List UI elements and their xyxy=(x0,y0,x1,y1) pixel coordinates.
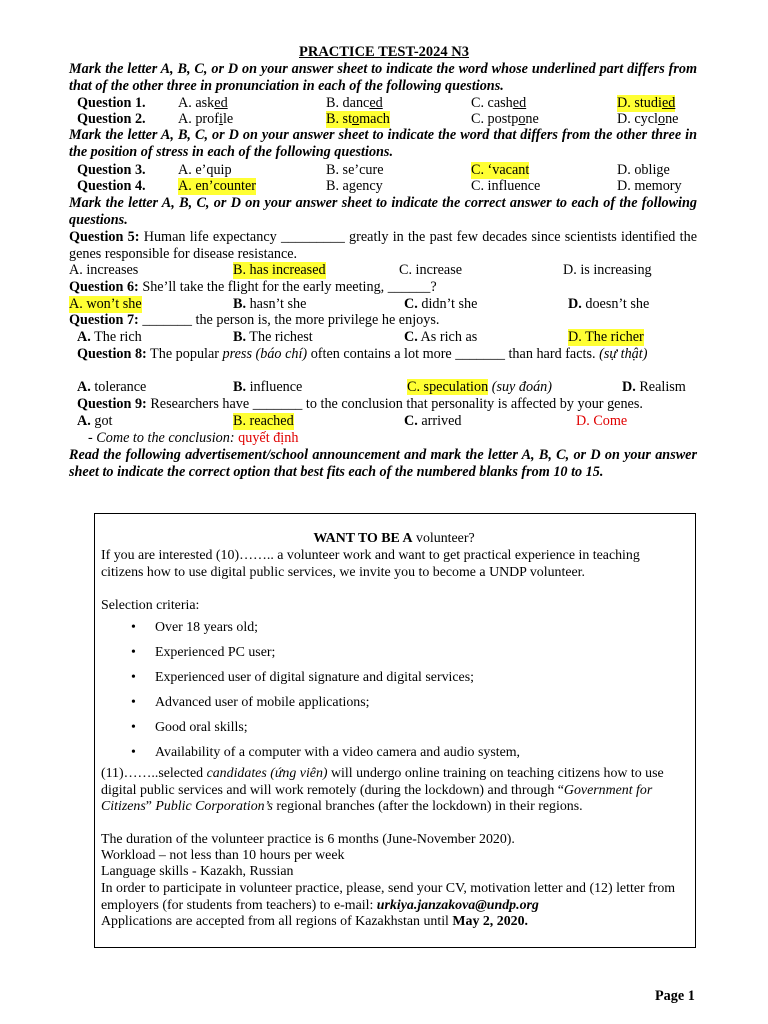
option-b: B. se’cure xyxy=(326,162,384,178)
option-b-answer: B. reached xyxy=(233,413,294,429)
ad-training-paragraph: (11)……..selected candidates (ứng viên) will undergo online training on teaching citizens how to use digital public services and will work remotely (during the lockdown) and through “Government for Citizens” Public Corporation’s regional branches (after the lockdown) in their regions. xyxy=(101,766,664,815)
ad-heading: WANT TO BE A volunteer? xyxy=(313,531,475,546)
criteria-item: • Experienced user of digital signature and digital services; xyxy=(131,670,474,685)
option-d-answer: D. studied xyxy=(617,95,676,111)
instruction-pronunciation: Mark the letter A, B, C, or D on your answer sheet to indicate the word whose underlined part differs from that of the other three in pronunciation in each of the following questions. xyxy=(69,61,697,94)
option-b: B. agency xyxy=(326,178,383,194)
question-9-stem: Question 9: Researchers have _______ to the conclusion that personality is affected by your genes. xyxy=(77,396,643,412)
criteria-item: • Good oral skills; xyxy=(131,720,248,735)
question-label: Question 3. xyxy=(77,162,146,178)
ad-application-paragraph: In order to participate in volunteer practice, please, send your CV, motivation letter and (12) letter from employers (for students from teachers) to e-mail: urkiya.janzakova@undp.org xyxy=(101,881,676,913)
question-8-options xyxy=(77,379,697,396)
question-5-options xyxy=(69,262,697,279)
question-5-stem: Question 5: Human life expectancy _________ greatly in the past few decades since scientists identified the genes responsible for disease resistance. xyxy=(69,229,697,262)
question-7-options xyxy=(77,329,697,346)
question-9-options xyxy=(77,413,697,430)
ad-workload: Workload – not less than 10 hours per week xyxy=(101,848,345,863)
option-a: A. tolerance xyxy=(77,379,147,395)
question-6-stem: Question 6: She’ll take the flight for the early meeting, ______? xyxy=(69,279,437,295)
option-a: A. The rich xyxy=(77,329,142,345)
option-a: A. asked xyxy=(178,95,228,111)
option-a: A. got xyxy=(77,413,113,429)
option-d: D. Realism xyxy=(622,379,686,395)
option-d: D. cyclone xyxy=(617,111,679,127)
option-a: A. increases xyxy=(69,262,139,278)
ad-language: Language skills - Kazakh, Russian xyxy=(101,864,294,879)
instruction-stress: Mark the letter A, B, C, or D on your answer sheet to indicate the word that differs from the other three in the position of stress in each of the following questions. xyxy=(69,127,697,160)
option-a-answer: A. en’counter xyxy=(178,178,256,194)
option-c: C. influence xyxy=(471,178,541,194)
option-a-answer: A. won’t she xyxy=(69,296,142,312)
page-title: PRACTICE TEST-2024 N3 xyxy=(298,44,469,60)
question-3 xyxy=(77,162,697,179)
criteria-item: • Experienced PC user; xyxy=(131,645,276,660)
criteria-item: • Advanced user of mobile applications; xyxy=(131,695,370,710)
option-b: B. danced xyxy=(326,95,383,111)
option-d: D. is increasing xyxy=(563,262,652,278)
instruction-correct-answer: Mark the letter A, B, C, or D on your answer sheet to indicate the correct answer to each of the following questions. xyxy=(69,195,697,228)
question-label: Question 1. xyxy=(77,95,146,111)
option-c: C. postpone xyxy=(471,111,539,127)
question-label: Question 2. xyxy=(77,111,146,127)
option-d-answer: D. The richer xyxy=(568,329,644,345)
criteria-item: • Availability of a computer with a video camera and audio system, xyxy=(131,745,521,760)
option-c-answer: C. ‘vacant xyxy=(471,162,530,178)
ad-intro: If you are interested (10)…….. a volunteer work and want to get practical experience in teaching citizens how to use digital public services, we invite you to become a UNDP volunteer. xyxy=(101,548,640,580)
question-8-stem: Question 8: The popular press (báo chí) often contains a lot more _______ than hard facts. (sự thật) xyxy=(77,346,648,362)
option-b: B. influence xyxy=(233,379,303,395)
option-a: A. e’quip xyxy=(178,162,232,178)
question-6-options xyxy=(69,296,697,313)
option-b-answer: B. stomach xyxy=(326,111,390,127)
option-c: C. didn’t she xyxy=(404,296,478,312)
page-number: Page 1 xyxy=(655,988,695,1004)
ad-duration: The duration of the volunteer practice is 6 months (June-November 2020). xyxy=(101,832,515,847)
option-b: B. hasn’t she xyxy=(233,296,307,312)
option-d: D. doesn’t she xyxy=(568,296,650,312)
question-9-note: - Come to the conclusion: quyết định xyxy=(88,430,299,446)
ad-deadline: Applications are accepted from all regions of Kazakhstan until May 2, 2020. xyxy=(101,914,529,929)
advertisement-box xyxy=(94,513,696,948)
option-b: B. The richest xyxy=(233,329,313,345)
option-c: C. cashed xyxy=(471,95,527,111)
option-c: C. increase xyxy=(399,262,463,278)
question-label: Question 4. xyxy=(77,178,146,194)
option-c-answer: C. speculation (suy đoán) xyxy=(407,379,553,395)
criteria-item: • Over 18 years old; xyxy=(131,620,258,635)
question-4 xyxy=(77,178,697,195)
option-c: C. arrived xyxy=(404,413,462,429)
option-b-answer: B. has increased xyxy=(233,262,326,278)
instruction-reading: Read the following advertisement/school announcement and mark the letter A, B, C, or D on your answer sheet to indicate the correct option that best fits each of the numbered blanks from 10 to 15. xyxy=(69,447,697,480)
question-7-stem: Question 7: _______ the person is, the more privilege he enjoys. xyxy=(69,312,440,328)
option-c: C. As rich as xyxy=(404,329,478,345)
option-a: A. profile xyxy=(178,111,234,127)
question-1 xyxy=(77,95,697,112)
option-d: D. oblige xyxy=(617,162,670,178)
ad-criteria-label: Selection criteria: xyxy=(101,598,200,613)
question-2 xyxy=(77,111,697,128)
option-d: D. memory xyxy=(617,178,682,194)
option-d-note: D. Come xyxy=(576,413,628,429)
email-address: urkiya.janzakova@undp.org xyxy=(376,897,539,913)
